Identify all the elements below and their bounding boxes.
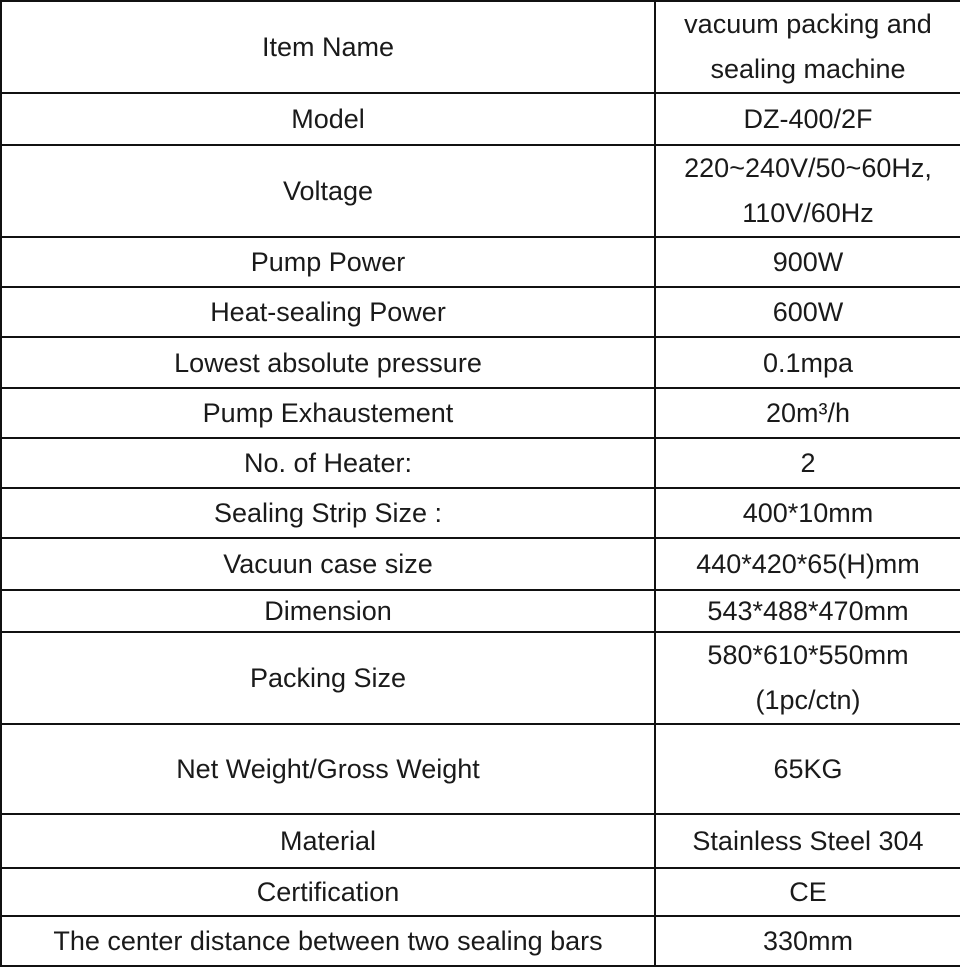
table-row [1, 438, 960, 488]
spec-label: Lowest absolute pressure [1, 337, 655, 388]
spec-label: Pump Exhaustement [1, 388, 655, 438]
spec-value: Stainless Steel 304 [655, 814, 960, 868]
spec-label: Material [1, 814, 655, 868]
table-row [1, 488, 960, 538]
spec-label: Voltage [1, 145, 655, 237]
table-row [1, 337, 960, 388]
spec-label: Heat-sealing Power [1, 287, 655, 337]
spec-label: Pump Power [1, 237, 655, 287]
table-row [1, 814, 960, 868]
table-row [1, 916, 960, 966]
spec-label: Net Weight/Gross Weight [1, 724, 655, 814]
spec-value: 220~240V/50~60Hz, 110V/60Hz [655, 145, 960, 237]
spec-value: 0.1mpa [655, 337, 960, 388]
spec-value: DZ-400/2F [655, 93, 960, 145]
spec-value: vacuum packing and sealing machine [655, 1, 960, 93]
spec-value: 400*10mm [655, 488, 960, 538]
spec-value: 900W [655, 237, 960, 287]
spec-value: 440*420*65(H)mm [655, 538, 960, 590]
table-row [1, 145, 960, 237]
spec-label: Vacuun case size [1, 538, 655, 590]
spec-value: 20m³/h [655, 388, 960, 438]
spec-value: CE [655, 868, 960, 916]
spec-value: 2 [655, 438, 960, 488]
spec-label: Model [1, 93, 655, 145]
table-row [1, 590, 960, 632]
table-row [1, 237, 960, 287]
spec-value: 543*488*470mm [655, 590, 960, 632]
spec-label: No. of Heater: [1, 438, 655, 488]
spec-label: Sealing Strip Size : [1, 488, 655, 538]
table-row [1, 93, 960, 145]
spec-value: 330mm [655, 916, 960, 966]
spec-value: 600W [655, 287, 960, 337]
table-row [1, 538, 960, 590]
table-row [1, 632, 960, 724]
table-row [1, 868, 960, 916]
spec-label: Packing Size [1, 632, 655, 724]
table-row [1, 287, 960, 337]
table-row [1, 1, 960, 93]
spec-value: 65KG [655, 724, 960, 814]
spec-label: Item Name [1, 1, 655, 93]
table-row [1, 724, 960, 814]
spec-label: Dimension [1, 590, 655, 632]
spec-label: Certification [1, 868, 655, 916]
table-row [1, 388, 960, 438]
spec-label: The center distance between two sealing bars [1, 916, 655, 966]
spec-value: 580*610*550mm (1pc/ctn) [655, 632, 960, 724]
